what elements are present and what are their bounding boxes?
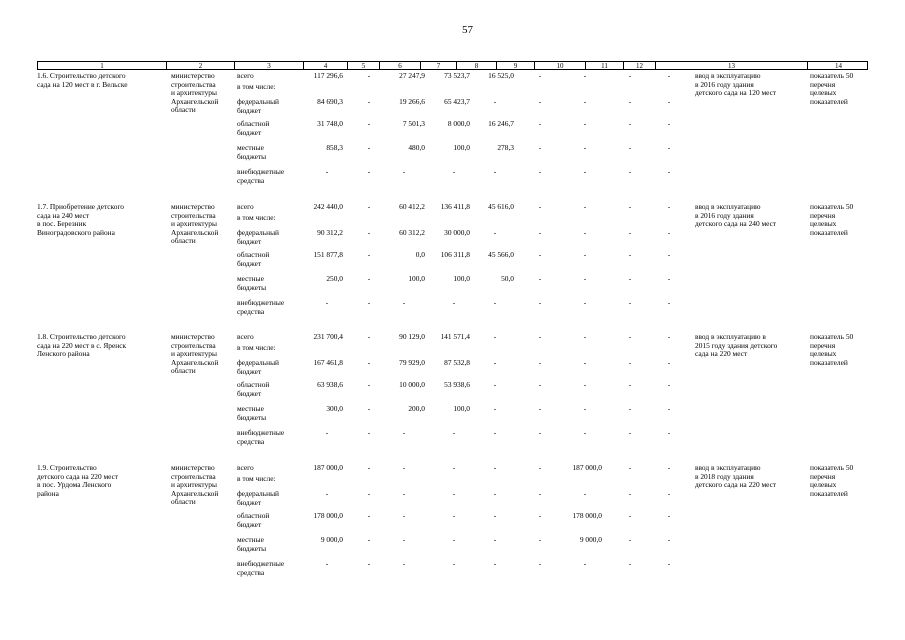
cell-value: - xyxy=(628,511,632,520)
cell-value: - xyxy=(325,298,329,307)
cell-value: - xyxy=(583,298,587,307)
cell-value: - xyxy=(628,463,632,472)
cell-value: - xyxy=(538,274,542,283)
cell-value: - xyxy=(452,511,456,520)
cell-value: - xyxy=(667,380,671,389)
funding-source-label: всего xyxy=(237,332,254,341)
cell-value: - xyxy=(367,332,371,341)
cell-value: - xyxy=(667,463,671,472)
funding-source-label: местные бюджеты xyxy=(237,143,267,161)
header-col-5: 5 xyxy=(348,62,380,70)
funding-source-label: областной бюджет xyxy=(237,119,270,137)
cell-value: 16 246,7 xyxy=(488,119,514,128)
cell-value: - xyxy=(538,535,542,544)
cell-value: - xyxy=(628,332,632,341)
header-col-7: 7 xyxy=(421,62,457,70)
cell-value: - xyxy=(402,298,406,307)
cell-value: - xyxy=(583,167,587,176)
cell-value: - xyxy=(628,71,632,80)
cell-value: - xyxy=(367,167,371,176)
cell-value: - xyxy=(493,358,497,367)
cell-value: 53 938,6 xyxy=(444,380,470,389)
cell-value: - xyxy=(583,119,587,128)
cell-value: - xyxy=(367,511,371,520)
cell-value: - xyxy=(538,202,542,211)
cell-value: 187 000,0 xyxy=(572,463,602,472)
cell-value: - xyxy=(538,228,542,237)
cell-value: - xyxy=(402,463,406,472)
table-row xyxy=(37,333,868,453)
cell-value: - xyxy=(538,380,542,389)
cell-value: 100,0 xyxy=(408,274,425,283)
expected-result: ввод в эксплуатацию в 2016 году здания детского сада на 240 мест xyxy=(695,202,777,229)
executor: министерство строительства и архитектуры Архангельской области xyxy=(171,202,219,246)
cell-value: - xyxy=(538,143,542,152)
cell-value: - xyxy=(583,380,587,389)
cell-value: - xyxy=(538,119,542,128)
cell-value: 84 690,3 xyxy=(317,97,343,106)
cell-value: - xyxy=(583,489,587,498)
cell-value: - xyxy=(583,358,587,367)
cell-value: - xyxy=(402,559,406,568)
cell-value: - xyxy=(667,228,671,237)
cell-value: - xyxy=(538,250,542,259)
funding-source-label: федеральный бюджет xyxy=(237,358,279,376)
cell-value: - xyxy=(628,404,632,413)
cell-value: - xyxy=(452,428,456,437)
cell-value: - xyxy=(367,202,371,211)
cell-value: - xyxy=(667,250,671,259)
cell-value: 87 532,8 xyxy=(444,358,470,367)
cell-value: - xyxy=(667,167,671,176)
cell-value: - xyxy=(583,559,587,568)
cell-value: - xyxy=(325,167,329,176)
cell-value: 151 877,8 xyxy=(313,250,343,259)
measure-title: 1.7. Приобретение детского сада на 240 мест в пос. Березник Виноградовского района xyxy=(37,202,124,237)
cell-value: 480,0 xyxy=(408,143,425,152)
cell-value: - xyxy=(667,274,671,283)
cell-value: 90 312,2 xyxy=(317,228,343,237)
cell-value: 90 129,0 xyxy=(399,332,425,341)
cell-value: - xyxy=(493,380,497,389)
cell-value: - xyxy=(493,535,497,544)
cell-value: 167 461,8 xyxy=(313,358,343,367)
funding-source-label: всего xyxy=(237,463,254,472)
cell-value: 200,0 xyxy=(408,404,425,413)
cell-value: 178 000,0 xyxy=(572,511,602,520)
cell-value: - xyxy=(583,428,587,437)
cell-value: - xyxy=(493,428,497,437)
header-col-11: 11 xyxy=(586,62,624,70)
cell-value: 100,0 xyxy=(453,404,470,413)
cell-value: - xyxy=(367,489,371,498)
cell-value: - xyxy=(402,428,406,437)
cell-value: - xyxy=(628,298,632,307)
cell-value: 9 000,0 xyxy=(320,535,343,544)
page-number: 57 xyxy=(462,24,473,36)
indicator: показатель 50 перечня целевых показателей xyxy=(810,332,854,367)
cell-value: 63 938,6 xyxy=(317,380,343,389)
cell-value: - xyxy=(452,535,456,544)
cell-value: 50,0 xyxy=(501,274,514,283)
cell-value: 231 700,4 xyxy=(313,332,343,341)
cell-value: - xyxy=(667,404,671,413)
table-row xyxy=(37,72,868,192)
cell-value: - xyxy=(628,119,632,128)
cell-value: - xyxy=(628,559,632,568)
cell-value: - xyxy=(538,559,542,568)
cell-value: 100,0 xyxy=(453,274,470,283)
cell-value: - xyxy=(493,332,497,341)
funding-source-label: в том числе: xyxy=(237,343,276,352)
cell-value: 858,3 xyxy=(326,143,343,152)
funding-source-label: областной бюджет xyxy=(237,250,270,268)
cell-value: 60 312,2 xyxy=(399,228,425,237)
cell-value: - xyxy=(583,97,587,106)
measure-title: 1.6. Строительство детского сада на 120 мест в г. Вельске xyxy=(37,71,128,89)
funding-source-label: федеральный бюджет xyxy=(237,489,279,507)
cell-value: - xyxy=(402,167,406,176)
cell-value: - xyxy=(325,489,329,498)
cell-value: - xyxy=(367,119,371,128)
cell-value: - xyxy=(493,228,497,237)
cell-value: 45 616,0 xyxy=(488,202,514,211)
cell-value: - xyxy=(367,97,371,106)
cell-value: - xyxy=(628,167,632,176)
header-col-8: 8 xyxy=(457,62,497,70)
header-col-1: 1 xyxy=(38,62,167,70)
cell-value: 30 000,0 xyxy=(444,228,470,237)
cell-value: - xyxy=(667,511,671,520)
header-col-14: 14 xyxy=(835,62,842,70)
cell-value: - xyxy=(628,358,632,367)
cell-value: - xyxy=(367,559,371,568)
cell-value: 27 247,9 xyxy=(399,71,425,80)
cell-value: - xyxy=(367,358,371,367)
funding-source-label: в том числе: xyxy=(237,213,276,222)
header-col-10: 10 xyxy=(535,62,586,70)
header-col-6: 6 xyxy=(380,62,421,70)
funding-source-label: областной бюджет xyxy=(237,380,270,398)
cell-value: - xyxy=(367,380,371,389)
cell-value: - xyxy=(325,428,329,437)
expected-result: ввод в эксплуатацию в 2015 году здания детского сада на 220 мест xyxy=(695,332,778,359)
cell-value: - xyxy=(402,489,406,498)
cell-value: 73 523,7 xyxy=(444,71,470,80)
cell-value: 65 423,7 xyxy=(444,97,470,106)
cell-value: - xyxy=(628,143,632,152)
cell-value: - xyxy=(367,228,371,237)
cell-value: - xyxy=(538,358,542,367)
cell-value: - xyxy=(583,404,587,413)
cell-value: 100,0 xyxy=(453,143,470,152)
cell-value: - xyxy=(493,559,497,568)
cell-value: - xyxy=(367,428,371,437)
funding-source-label: в том числе: xyxy=(237,82,276,91)
cell-value: 45 566,0 xyxy=(488,250,514,259)
funding-source-label: федеральный бюджет xyxy=(237,97,279,115)
cell-value: - xyxy=(538,71,542,80)
executor: министерство строительства и архитектуры Архангельской области xyxy=(171,332,219,376)
cell-value: 250,0 xyxy=(326,274,343,283)
header-col-13: 13 xyxy=(656,62,808,70)
indicator: показатель 50 перечня целевых показателей xyxy=(810,71,854,106)
cell-value: 136 411,8 xyxy=(440,202,470,211)
cell-value: - xyxy=(667,428,671,437)
cell-value: - xyxy=(493,298,497,307)
funding-source-label: областной бюджет xyxy=(237,511,270,529)
cell-value: 278,3 xyxy=(497,143,514,152)
cell-value: - xyxy=(452,167,456,176)
indicator: показатель 50 перечня целевых показателей xyxy=(810,202,854,237)
expected-result: ввод в эксплуатацию в 2018 году здания детского сада на 220 мест xyxy=(695,463,777,490)
cell-value: - xyxy=(583,202,587,211)
cell-value: - xyxy=(493,511,497,520)
cell-value: - xyxy=(452,489,456,498)
cell-value: - xyxy=(367,404,371,413)
cell-value: - xyxy=(667,71,671,80)
cell-value: 16 525,0 xyxy=(488,71,514,80)
cell-value: - xyxy=(628,380,632,389)
table-row xyxy=(37,203,868,323)
cell-value: - xyxy=(493,463,497,472)
cell-value: - xyxy=(667,358,671,367)
funding-source-label: внебюджетные средства xyxy=(237,167,285,185)
funding-source-label: федеральный бюджет xyxy=(237,228,279,246)
header-col-12: 12 xyxy=(624,62,656,70)
cell-value: 187 000,0 xyxy=(313,463,343,472)
cell-value: - xyxy=(325,559,329,568)
cell-value: - xyxy=(367,274,371,283)
cell-value: - xyxy=(402,511,406,520)
cell-value: 8 000,0 xyxy=(447,119,470,128)
executor: министерство строительства и архитектуры Архангельской области xyxy=(171,463,219,507)
cell-value: - xyxy=(493,489,497,498)
cell-value: - xyxy=(583,274,587,283)
cell-value: - xyxy=(538,428,542,437)
cell-value: 178 000,0 xyxy=(313,511,343,520)
header-col-4: 4 xyxy=(304,62,348,70)
cell-value: - xyxy=(367,535,371,544)
cell-value: - xyxy=(402,535,406,544)
cell-value: - xyxy=(452,298,456,307)
cell-value: 10 000,0 xyxy=(399,380,425,389)
funding-source-label: в том числе: xyxy=(237,474,276,483)
cell-value: 117 296,6 xyxy=(313,71,343,80)
cell-value: - xyxy=(538,332,542,341)
cell-value: - xyxy=(367,298,371,307)
header-col-2: 2 xyxy=(167,62,235,70)
cell-value: - xyxy=(667,119,671,128)
cell-value: - xyxy=(667,332,671,341)
funding-source-label: внебюджетные средства xyxy=(237,559,285,577)
indicator: показатель 50 перечня целевых показателей xyxy=(810,463,854,498)
cell-value: 106 311,8 xyxy=(440,250,470,259)
cell-value: 141 571,4 xyxy=(440,332,470,341)
funding-source-label: внебюджетные средства xyxy=(237,298,285,316)
cell-value: - xyxy=(367,143,371,152)
header-col-9: 9 xyxy=(497,62,535,70)
cell-value: - xyxy=(667,97,671,106)
header-col-3: 3 xyxy=(235,62,304,70)
cell-value: - xyxy=(583,71,587,80)
cell-value: - xyxy=(628,202,632,211)
cell-value: - xyxy=(667,535,671,544)
cell-value: 242 440,0 xyxy=(313,202,343,211)
expected-result: ввод в эксплуатацию в 2016 году здания детского сада на 120 мест xyxy=(695,71,777,98)
cell-value: - xyxy=(667,489,671,498)
cell-value: - xyxy=(583,143,587,152)
cell-value: - xyxy=(628,250,632,259)
cell-value: - xyxy=(667,298,671,307)
cell-value: 7 501,3 xyxy=(402,119,425,128)
cell-value: - xyxy=(628,97,632,106)
cell-value: - xyxy=(493,97,497,106)
cell-value: - xyxy=(628,535,632,544)
cell-value: 79 929,0 xyxy=(399,358,425,367)
table-row xyxy=(37,464,868,584)
cell-value: - xyxy=(367,71,371,80)
table-header-row xyxy=(37,61,868,70)
funding-source-label: внебюджетные средства xyxy=(237,428,285,446)
cell-value: 60 412,2 xyxy=(399,202,425,211)
cell-value: - xyxy=(493,167,497,176)
cell-value: - xyxy=(367,250,371,259)
cell-value: 0,0 xyxy=(415,250,425,259)
cell-value: 31 748,0 xyxy=(317,119,343,128)
cell-value: - xyxy=(538,463,542,472)
cell-value: - xyxy=(538,489,542,498)
funding-source-label: местные бюджеты xyxy=(237,404,267,422)
cell-value: - xyxy=(583,332,587,341)
funding-source-label: местные бюджеты xyxy=(237,274,267,292)
cell-value: - xyxy=(667,143,671,152)
cell-value: - xyxy=(452,559,456,568)
cell-value: - xyxy=(367,463,371,472)
cell-value: - xyxy=(628,489,632,498)
measure-title: 1.9. Строительство детского сада на 220 мест в пос. Урдома Ленского района xyxy=(37,463,119,498)
funding-source-label: всего xyxy=(237,202,254,211)
cell-value: - xyxy=(583,228,587,237)
cell-value: - xyxy=(538,298,542,307)
cell-value: - xyxy=(538,97,542,106)
funding-source-label: всего xyxy=(237,71,254,80)
cell-value: - xyxy=(538,167,542,176)
cell-value: - xyxy=(452,463,456,472)
cell-value: 19 266,6 xyxy=(399,97,425,106)
cell-value: 9 000,0 xyxy=(579,535,602,544)
funding-source-label: местные бюджеты xyxy=(237,535,267,553)
cell-value: - xyxy=(538,511,542,520)
measure-title: 1.8. Строительство детского сада на 220 мест в с. Яренск Ленского района xyxy=(37,332,127,359)
cell-value: - xyxy=(628,428,632,437)
cell-value: - xyxy=(667,202,671,211)
cell-value: - xyxy=(628,274,632,283)
cell-value: - xyxy=(628,228,632,237)
cell-value: 300,0 xyxy=(326,404,343,413)
cell-value: - xyxy=(667,559,671,568)
cell-value: - xyxy=(583,250,587,259)
cell-value: - xyxy=(493,404,497,413)
cell-value: - xyxy=(538,404,542,413)
executor: министерство строительства и архитектуры Архангельской области xyxy=(171,71,219,115)
